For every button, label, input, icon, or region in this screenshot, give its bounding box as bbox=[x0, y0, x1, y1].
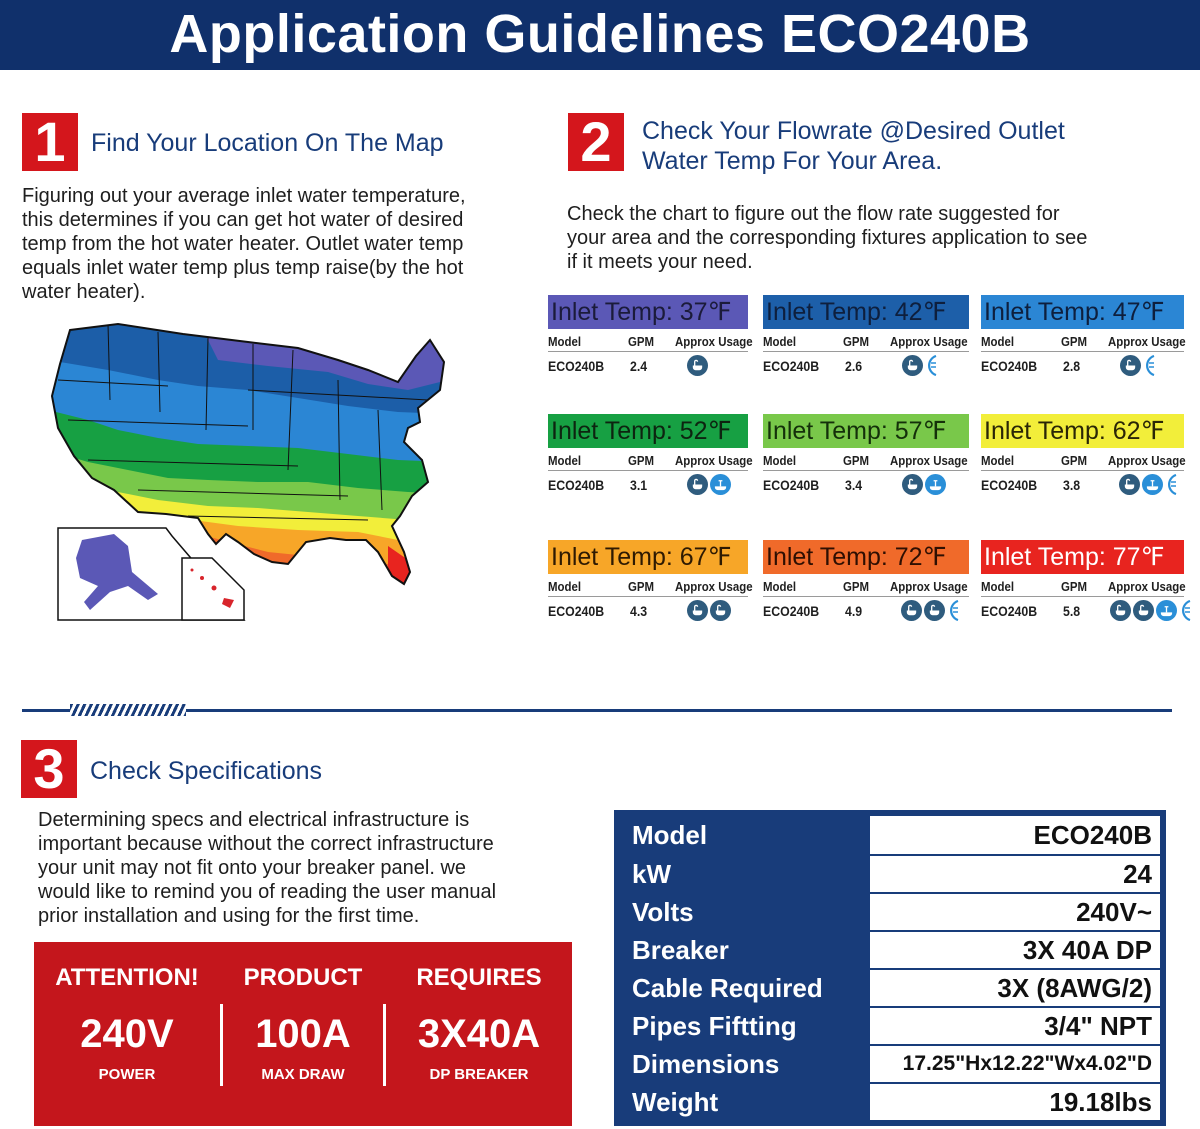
column-header-usage: Approx Usage bbox=[890, 453, 968, 468]
step-1-line: equals inlet water temp plus temp raise(by the hot bbox=[22, 257, 464, 279]
usage-icons bbox=[902, 474, 946, 495]
spec-value: 240V~ bbox=[870, 894, 1160, 930]
column-header-gpm: GPM bbox=[1061, 334, 1088, 349]
bathtub-icon bbox=[1110, 600, 1131, 621]
step-3-line: would like to remind you of reading the user manual bbox=[38, 881, 497, 903]
column-header-gpm: GPM bbox=[1061, 579, 1088, 594]
usage-icons bbox=[902, 355, 937, 376]
attention-sub: MAX DRAW bbox=[261, 1066, 345, 1083]
usage-icons bbox=[687, 600, 731, 621]
table-rule bbox=[981, 351, 1184, 352]
gpm-value: 4.9 bbox=[845, 603, 863, 619]
bathtub-icon bbox=[687, 355, 708, 376]
title-banner bbox=[0, 0, 1200, 70]
model-value: ECO240B bbox=[548, 603, 605, 619]
flow-table-title: Inlet Temp: 42℉ bbox=[763, 295, 969, 329]
spec-value: ECO240B bbox=[870, 816, 1160, 854]
usage-icons bbox=[901, 600, 959, 621]
spec-value: 24 bbox=[870, 856, 1160, 892]
bathtub-icon bbox=[1119, 474, 1140, 495]
model-value: ECO240B bbox=[763, 603, 820, 619]
sink-icon bbox=[710, 474, 731, 495]
spec-row-breaker bbox=[620, 932, 1160, 968]
bathtub-icon bbox=[710, 600, 731, 621]
column-header-gpm: GPM bbox=[843, 579, 870, 594]
column-header-model: Model bbox=[981, 453, 1015, 468]
column-header-gpm: GPM bbox=[1061, 453, 1088, 468]
table-rule bbox=[981, 596, 1184, 597]
spec-row-dimensions bbox=[620, 1046, 1160, 1082]
usage-icons bbox=[1119, 474, 1177, 495]
bathtub-icon bbox=[901, 600, 922, 621]
flow-table-title: Inlet Temp: 77℉ bbox=[981, 540, 1184, 574]
gpm-value: 2.8 bbox=[1063, 358, 1081, 374]
sink-icon bbox=[925, 474, 946, 495]
bathtub-icon bbox=[687, 600, 708, 621]
column-header-model: Model bbox=[763, 453, 797, 468]
attention-value: 100A bbox=[255, 1012, 351, 1056]
table-rule bbox=[548, 351, 748, 352]
column-header-usage: Approx Usage bbox=[675, 334, 753, 349]
step-3-line: important because without the correct infrastructure bbox=[38, 833, 494, 855]
spec-value: 3/4" NPT bbox=[870, 1008, 1160, 1044]
spec-key: Cable Required bbox=[620, 970, 866, 1006]
attention-sub: DP BREAKER bbox=[429, 1066, 529, 1083]
flow-table-title: Inlet Temp: 52℉ bbox=[548, 414, 748, 448]
step-2-description bbox=[567, 202, 1197, 274]
divider-hatch bbox=[70, 704, 186, 716]
spec-row-kw bbox=[620, 856, 1160, 892]
column-header-usage: Approx Usage bbox=[675, 579, 753, 594]
step-1-badge: 1 bbox=[22, 113, 78, 171]
step-3-line: your unit may not fit onto your breaker panel. we bbox=[38, 857, 467, 879]
column-header-model: Model bbox=[548, 453, 582, 468]
column-header-usage: Approx Usage bbox=[675, 453, 753, 468]
spec-row-model bbox=[620, 816, 1160, 854]
table-rule bbox=[763, 351, 969, 352]
table-rule bbox=[763, 470, 969, 471]
bathtub-icon bbox=[902, 474, 923, 495]
step-3-line: prior installation and using for the first time. bbox=[38, 905, 420, 927]
spec-row-weight bbox=[620, 1084, 1160, 1120]
column-header-gpm: GPM bbox=[628, 334, 655, 349]
table-rule bbox=[981, 470, 1184, 471]
attention-power bbox=[34, 942, 220, 1126]
faucet-partial-icon bbox=[947, 600, 959, 621]
flow-table-title: Inlet Temp: 62℉ bbox=[981, 414, 1184, 448]
column-header-usage: Approx Usage bbox=[1108, 334, 1186, 349]
us-temperature-map bbox=[48, 320, 448, 622]
column-header-usage: Approx Usage bbox=[890, 579, 968, 594]
gpm-value: 2.6 bbox=[845, 358, 863, 374]
flow-table-title: Inlet Temp: 57℉ bbox=[763, 414, 969, 448]
attention-label: PRODUCT bbox=[243, 964, 363, 991]
model-value: ECO240B bbox=[763, 358, 820, 374]
column-header-model: Model bbox=[763, 579, 797, 594]
step-3-title: Check Specifications bbox=[90, 757, 323, 785]
step-2-line: if it meets your need. bbox=[567, 251, 753, 273]
section-divider bbox=[186, 709, 1172, 712]
step-3-line: Determining specs and electrical infrastructure is bbox=[38, 809, 470, 831]
faucet-partial-icon bbox=[925, 355, 937, 376]
sink-icon bbox=[1156, 600, 1177, 621]
table-rule bbox=[548, 470, 748, 471]
table-rule bbox=[763, 596, 969, 597]
flow-table-title: Inlet Temp: 67℉ bbox=[548, 540, 748, 574]
page-title: Application Guidelines ECO240B bbox=[169, 4, 1031, 64]
attention-value: 240V bbox=[80, 1012, 174, 1056]
spec-key: Breaker bbox=[620, 932, 866, 968]
flow-table-title: Inlet Temp: 37℉ bbox=[548, 295, 748, 329]
column-header-gpm: GPM bbox=[843, 453, 870, 468]
spec-value: 3X (8AWG/2) bbox=[870, 970, 1160, 1006]
sink-icon bbox=[1142, 474, 1163, 495]
column-header-usage: Approx Usage bbox=[890, 334, 968, 349]
spec-key: Weight bbox=[620, 1084, 866, 1120]
attention-label: ATTENTION! bbox=[55, 964, 199, 991]
step-2-title bbox=[642, 116, 1065, 176]
model-value: ECO240B bbox=[981, 477, 1038, 493]
spec-key: Dimensions bbox=[620, 1046, 866, 1082]
column-header-usage: Approx Usage bbox=[1108, 579, 1186, 594]
attention-label: REQUIRES bbox=[416, 964, 542, 991]
column-header-usage: Approx Usage bbox=[1108, 453, 1186, 468]
step-1-line: water heater). bbox=[22, 281, 146, 303]
step-1-description bbox=[22, 184, 552, 304]
attention-breaker bbox=[386, 942, 572, 1126]
spec-key: Pipes Fiftting bbox=[620, 1008, 866, 1044]
step-2-title-line: Check Your Flowrate @Desired Outlet bbox=[642, 117, 1065, 145]
model-value: ECO240B bbox=[548, 358, 605, 374]
spec-value: 19.18lbs bbox=[870, 1084, 1160, 1120]
spec-value: 3X 40A DP bbox=[870, 932, 1160, 968]
gpm-value: 2.4 bbox=[630, 358, 648, 374]
bathtub-icon bbox=[687, 474, 708, 495]
step-1-line: Figuring out your average inlet water temperature, bbox=[22, 185, 466, 207]
table-rule bbox=[548, 596, 748, 597]
spec-value: 17.25"Hx12.22"Wx4.02"D bbox=[870, 1046, 1160, 1082]
spec-row-volts bbox=[620, 894, 1160, 930]
gpm-value: 3.8 bbox=[1063, 477, 1081, 493]
step-3-badge: 3 bbox=[21, 740, 77, 798]
step-2-line: Check the chart to figure out the flow rate suggested for bbox=[567, 203, 1060, 225]
column-header-model: Model bbox=[981, 334, 1015, 349]
step-1-title: Find Your Location On The Map bbox=[91, 129, 444, 157]
column-header-gpm: GPM bbox=[843, 334, 870, 349]
usage-icons bbox=[1120, 355, 1155, 376]
flow-table-title: Inlet Temp: 47℉ bbox=[981, 295, 1184, 329]
step-1-line: temp from the hot water heater. Outlet water temp bbox=[22, 233, 464, 255]
column-header-model: Model bbox=[548, 579, 582, 594]
spec-row-cable bbox=[620, 970, 1160, 1006]
faucet-partial-icon bbox=[1179, 600, 1191, 621]
step-2-title-line: Water Temp For Your Area. bbox=[642, 147, 943, 175]
attention-box bbox=[34, 942, 572, 1126]
attention-value: 3X40A bbox=[417, 1012, 541, 1056]
spec-key: Volts bbox=[620, 894, 866, 930]
spec-key: Model bbox=[620, 816, 866, 854]
model-value: ECO240B bbox=[763, 477, 820, 493]
gpm-value: 4.3 bbox=[630, 603, 648, 619]
bathtub-icon bbox=[1120, 355, 1141, 376]
spec-key: kW bbox=[620, 856, 866, 892]
step-3-description bbox=[38, 808, 598, 928]
model-value: ECO240B bbox=[548, 477, 605, 493]
column-header-model: Model bbox=[981, 579, 1015, 594]
faucet-partial-icon bbox=[1143, 355, 1155, 376]
bathtub-icon bbox=[924, 600, 945, 621]
attention-sub: POWER bbox=[98, 1066, 156, 1083]
gpm-value: 3.1 bbox=[630, 477, 648, 493]
bathtub-icon bbox=[902, 355, 923, 376]
specifications-table bbox=[614, 810, 1166, 1126]
step-2-badge: 2 bbox=[568, 113, 624, 171]
column-header-gpm: GPM bbox=[628, 579, 655, 594]
step-2-line: your area and the corresponding fixtures application to see bbox=[567, 227, 1088, 249]
usage-icons bbox=[1110, 600, 1191, 621]
column-header-model: Model bbox=[763, 334, 797, 349]
faucet-partial-icon bbox=[1165, 474, 1177, 495]
column-header-model: Model bbox=[548, 334, 582, 349]
bathtub-icon bbox=[1133, 600, 1154, 621]
flow-table-title: Inlet Temp: 72℉ bbox=[763, 540, 969, 574]
gpm-value: 5.8 bbox=[1063, 603, 1081, 619]
model-value: ECO240B bbox=[981, 358, 1038, 374]
step-1-line: this determines if you can get hot water of desired bbox=[22, 209, 464, 231]
attention-max-draw bbox=[223, 942, 383, 1126]
spec-row-pipes bbox=[620, 1008, 1160, 1044]
usage-icons bbox=[687, 355, 708, 376]
gpm-value: 3.4 bbox=[845, 477, 863, 493]
model-value: ECO240B bbox=[981, 603, 1038, 619]
section-divider bbox=[22, 709, 70, 712]
column-header-gpm: GPM bbox=[628, 453, 655, 468]
usage-icons bbox=[687, 474, 731, 495]
